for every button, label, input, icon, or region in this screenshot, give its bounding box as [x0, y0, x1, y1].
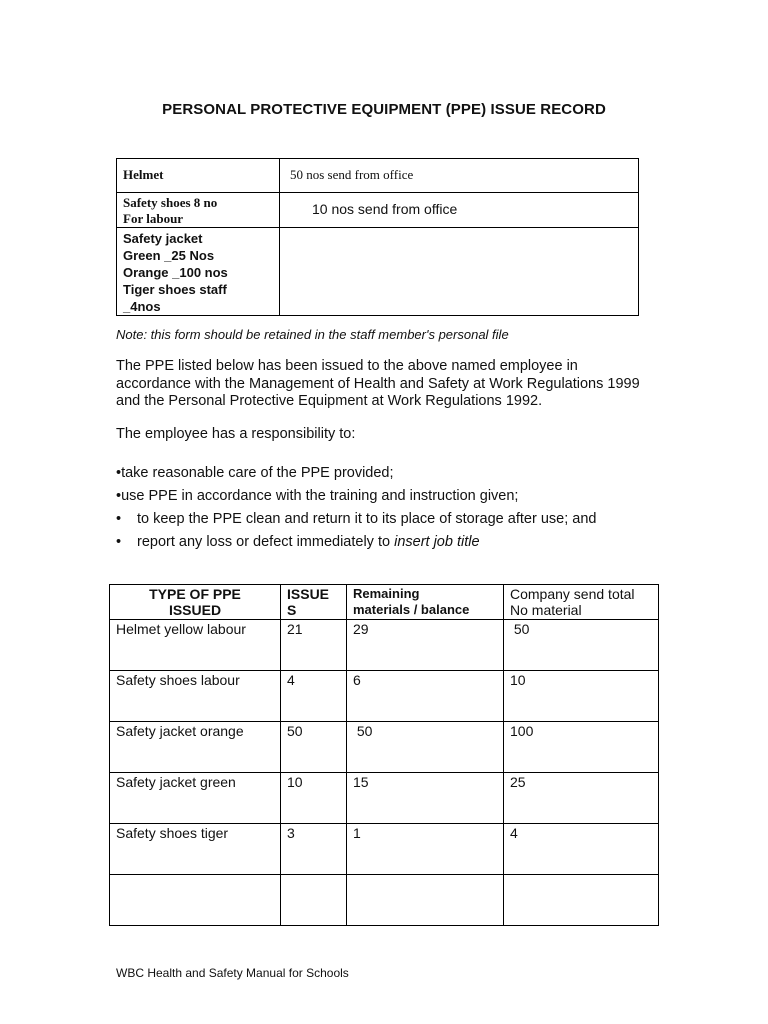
- info-label-text: Helmet: [123, 167, 164, 182]
- info-value-text: 10 nos send from office: [312, 201, 458, 217]
- table-cell: 10: [281, 773, 347, 824]
- info-line: Safety jacket: [123, 231, 203, 246]
- page-footer: WBC Health and Safety Manual for Schools: [116, 966, 349, 980]
- retention-note: Note: this form should be retained in the staff member's personal file: [116, 327, 509, 342]
- table-cell: 50: [281, 722, 347, 773]
- table-cell: 3: [281, 824, 347, 875]
- table-cell: 50: [347, 722, 504, 773]
- table-cell: Safety shoes labour: [110, 671, 281, 722]
- table-row: [110, 773, 659, 824]
- table-cell: Safety shoes tiger: [110, 824, 281, 875]
- header-remaining: [347, 585, 504, 620]
- table-cell: [347, 875, 504, 926]
- info-line: Orange _100 nos: [123, 265, 228, 280]
- info-value-text: 50 nos send from office: [290, 167, 414, 182]
- job-title-placeholder: insert job title: [394, 534, 480, 550]
- table-row: [110, 875, 659, 926]
- header-text: ISSUED: [168, 602, 222, 618]
- bullet-text: report any loss or defect immediately to: [137, 534, 395, 550]
- table-cell: [110, 875, 281, 926]
- table-cell: 21: [281, 620, 347, 671]
- table-cell: 6: [347, 671, 504, 722]
- bullet-text: take reasonable care of the PPE provided;: [121, 465, 394, 481]
- bullet-item: [116, 534, 480, 550]
- table-cell: Safety jacket green: [110, 773, 281, 824]
- responsibility-heading: The employee has a responsibility to:: [116, 426, 356, 442]
- table-cell: [504, 875, 659, 926]
- info-label-line: Safety shoes 8 no: [123, 195, 218, 210]
- page-title: PERSONAL PROTECTIVE EQUIPMENT (PPE) ISSUE RECORD: [162, 101, 606, 118]
- bullet-item: [116, 511, 596, 527]
- table-row: [110, 722, 659, 773]
- table-cell: Helmet yellow labour: [110, 620, 281, 671]
- header-text: Remaining: [353, 586, 420, 601]
- info-label-jackets: [117, 228, 280, 316]
- table-cell: Safety jacket orange: [110, 722, 281, 773]
- table-cell: [281, 875, 347, 926]
- info-line: Green _25 Nos: [123, 248, 215, 263]
- table-cell: 10: [504, 671, 659, 722]
- table-row: [110, 824, 659, 875]
- regulations-paragraph: The PPE listed below has been issued to the above named employee in accordance with the Management of Health and Safety at Work Regulations 1999 and the Personal Protective Equipment at Work Regulations 1992.: [116, 358, 640, 409]
- info-value-safety-shoes: [280, 193, 639, 228]
- bullet-text: use PPE in accordance with the training and instruction given;: [121, 488, 519, 504]
- table-cell: 100: [504, 722, 659, 773]
- ppe-issue-table: [109, 584, 659, 926]
- info-table: [116, 158, 639, 316]
- bullet-icon: •: [116, 511, 122, 527]
- info-label-safety-shoes: [117, 193, 280, 228]
- table-cell: 4: [504, 824, 659, 875]
- table-row: [110, 620, 659, 671]
- table-cell: 25: [504, 773, 659, 824]
- header-company: [504, 585, 659, 620]
- bullet-item: [116, 465, 394, 481]
- table-cell: 29: [347, 620, 504, 671]
- bullet-item: [116, 488, 518, 504]
- info-line: Tiger shoes staff: [123, 282, 227, 297]
- table-row: [110, 671, 659, 722]
- info-line: _4nos: [123, 299, 161, 314]
- info-row-jackets: [117, 228, 639, 316]
- bullet-icon: •: [116, 534, 122, 550]
- header-text: ISSUE: [287, 586, 330, 602]
- info-label-line: For labour: [123, 211, 184, 226]
- header-text: No material: [510, 602, 582, 618]
- info-value-helmet: [280, 159, 639, 193]
- info-row-helmet: [117, 159, 639, 193]
- table-cell: 1: [347, 824, 504, 875]
- header-type: [110, 585, 281, 620]
- bullet-icon: •: [116, 488, 122, 504]
- table-cell: 50: [504, 620, 659, 671]
- bullet-text: to keep the PPE clean and return it to its place of storage after use; and: [137, 511, 597, 527]
- header-issues: [281, 585, 347, 620]
- info-label-helmet: [117, 159, 280, 193]
- table-header-row: [110, 585, 659, 620]
- header-text: Company send total: [510, 586, 635, 602]
- table-cell: 15: [347, 773, 504, 824]
- header-text: S: [287, 602, 297, 618]
- bullet-icon: •: [116, 465, 122, 481]
- table-cell: 4: [281, 671, 347, 722]
- header-text: TYPE OF PPE: [149, 586, 241, 602]
- info-row-safety-shoes: [117, 193, 639, 228]
- info-value-jackets: [280, 228, 639, 316]
- header-text: materials / balance: [353, 602, 470, 617]
